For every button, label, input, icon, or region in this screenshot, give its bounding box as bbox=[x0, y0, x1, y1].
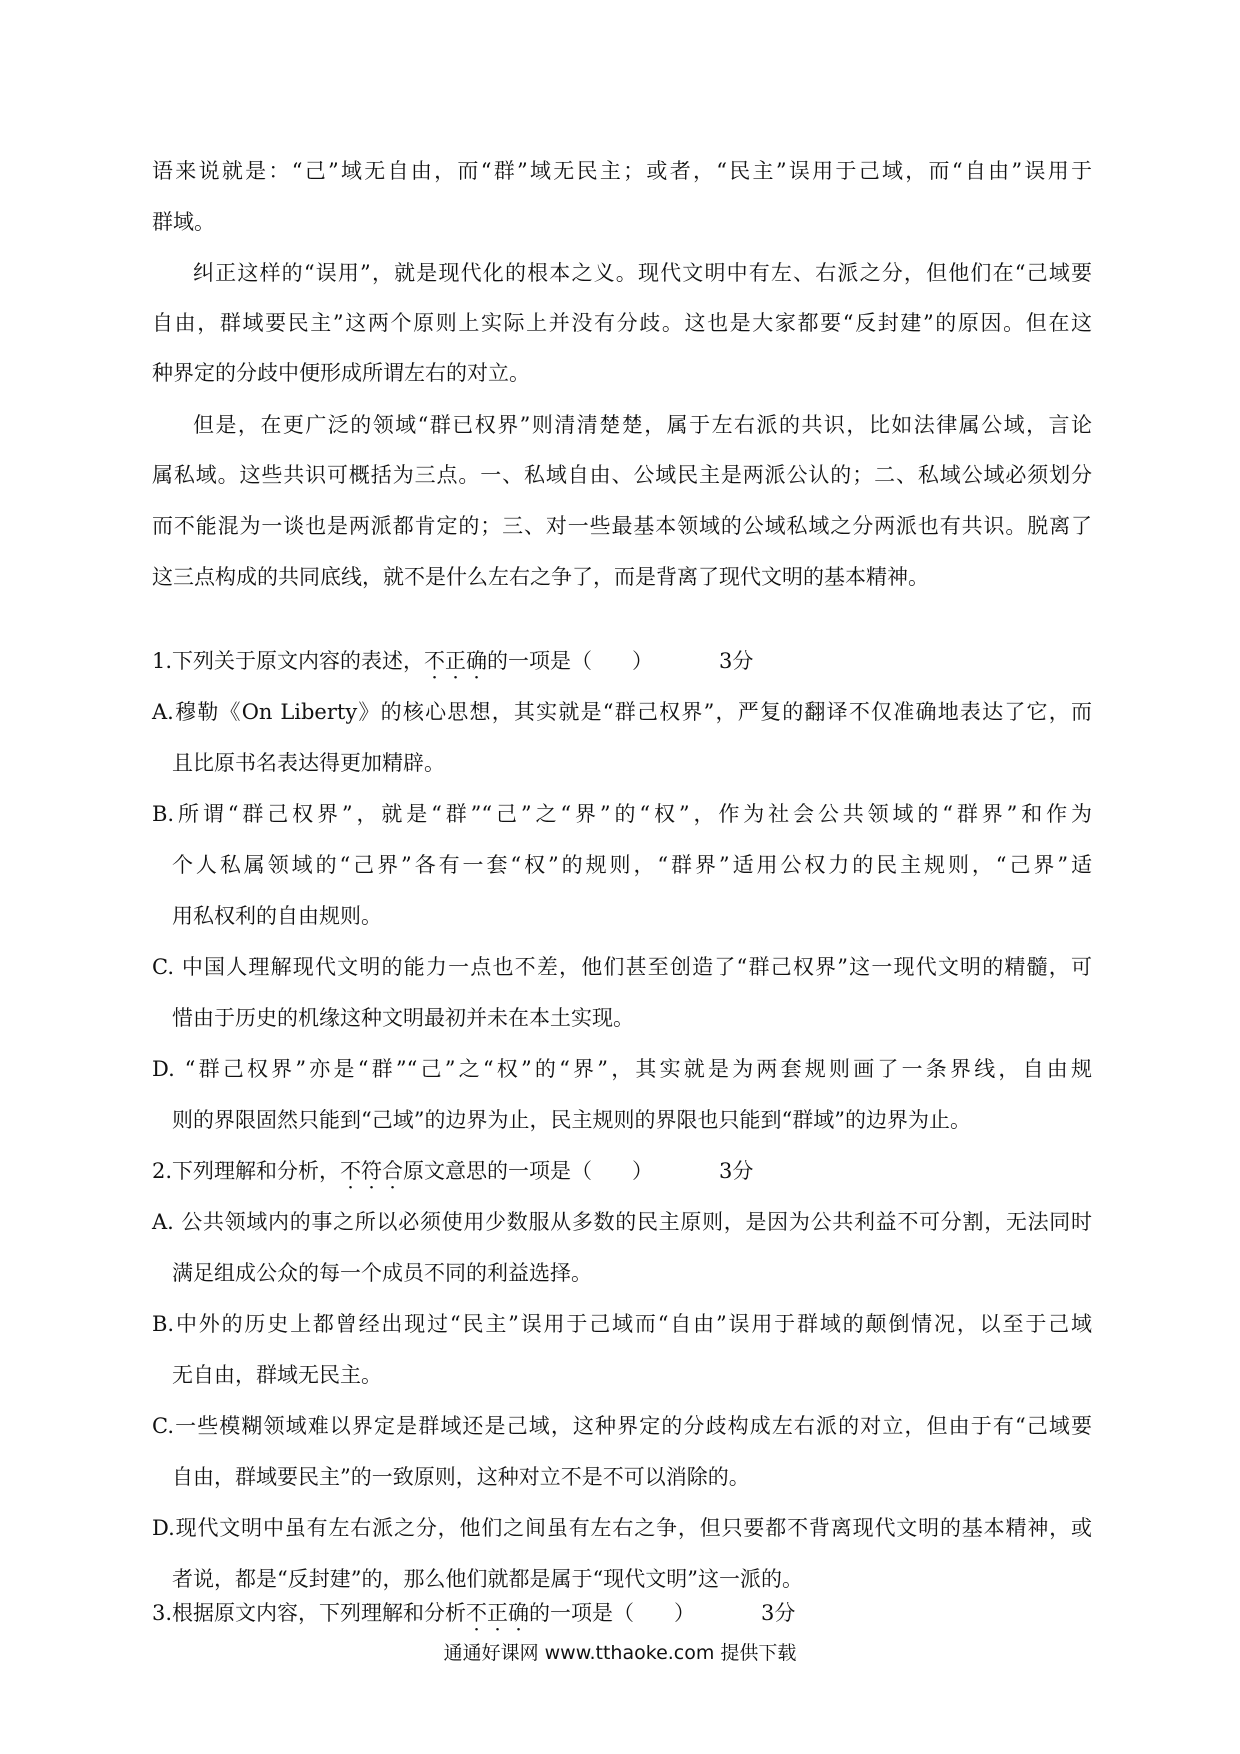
stem-text: 的一项是（ bbox=[487, 649, 593, 673]
option-b: B.所谓“群己权界”，就是“群”“己”之“界”的“权”，作为社会公共领域的“群界”和作为 bbox=[152, 802, 1092, 826]
option-c-cont: 惜由于历史的机缘这种文明最初并未在本土实现。 bbox=[172, 1006, 634, 1030]
score: 3分 bbox=[761, 1601, 796, 1625]
stem-text: 1.下列关于原文内容的表述， bbox=[152, 649, 425, 673]
option-a: A.穆勒《On Liberty》的核心思想，其实就是“群己权界”，严复的翻译不仅准确地表达了它，而 bbox=[152, 700, 1092, 724]
stem-text: 3.根据原文内容，下列理解和分析 bbox=[152, 1601, 467, 1625]
option-c-cont: 自由，群域要民主”的一致原则，这种对立不是不可以消除的。 bbox=[172, 1465, 750, 1489]
option-b-cont: 个人私属领域的“己界”各有一套“权”的规则，“群界”适用公权力的民主规则，“己界”适 bbox=[172, 853, 1092, 877]
passage-line: 种界定的分歧中便形成所谓左右的对立。 bbox=[152, 361, 530, 385]
emphasis-char: 确 bbox=[508, 1601, 530, 1625]
option-b-cont: 无自由，群域无民主。 bbox=[172, 1363, 382, 1387]
score: 3分 bbox=[719, 649, 754, 673]
passage-line: 语来说就是：“己”域无自由，而“群”域无民主；或者，“民主”误用于己域，而“自由”误用于 bbox=[152, 159, 1092, 183]
option-b: B.中外的历史上都曾经出现过“民主”误用于己域而“自由”误用于群域的颠倒情况，以至于己域 bbox=[152, 1312, 1092, 1336]
emphasis-char: 符 bbox=[361, 1159, 383, 1183]
question-2-stem bbox=[152, 1156, 753, 1186]
option-a-cont: 且比原书名表达得更加精辟。 bbox=[172, 751, 445, 775]
passage-line: 而不能混为一谈也是两派都肯定的；三、对一些最基本领域的公域私域之分两派也有共识。脱离了 bbox=[152, 514, 1092, 538]
passage-line: 属私域。这些共识可概括为三点。一、私域自由、公域民主是两派公认的；二、私域公域必须划分 bbox=[152, 463, 1092, 487]
question-1-stem bbox=[152, 646, 753, 676]
passage-line: 自由，群域要民主”这两个原则上实际上并没有分歧。这也是大家都要“反封建”的原因。但在这 bbox=[152, 311, 1092, 335]
stem-text: 原文意思的一项是（ bbox=[403, 1159, 593, 1183]
emphasis-char: 不 bbox=[340, 1159, 362, 1183]
passage-line: 但是，在更广泛的领域“群已权界”则清清楚楚，属于左右派的共识，比如法律属公域，言论 bbox=[193, 413, 1092, 437]
answer-paren: ） bbox=[674, 1601, 696, 1625]
page-footer: 通通好课网 www.tthaoke.com 提供下载 bbox=[443, 1642, 797, 1664]
answer-paren: ） bbox=[632, 1159, 654, 1183]
emphasis-char: 不 bbox=[424, 649, 446, 673]
emphasis-char: 正 bbox=[487, 1601, 509, 1625]
option-d: D.现代文明中虽有左右派之分，他们之间虽有左右之争，但只要都不背离现代文明的基本精神，或 bbox=[152, 1516, 1092, 1540]
stem-text: 2.下列理解和分析， bbox=[152, 1159, 341, 1183]
emphasis-char: 不 bbox=[466, 1601, 488, 1625]
option-a: A. 公共领域内的事之所以必须使用少数服从多数的民主原则，是因为公共利益不可分割，无法同时 bbox=[152, 1210, 1092, 1234]
option-d: D. “群己权界”亦是“群”“己”之“权”的“界”，其实就是为两套规则画了一条界线，自由规 bbox=[152, 1057, 1092, 1081]
option-d-cont: 则的界限固然只能到“己域”的边界为止，民主规则的界限也只能到“群域”的边界为止。 bbox=[172, 1108, 971, 1132]
emphasis-char: 合 bbox=[382, 1159, 404, 1183]
passage-line: 群域。 bbox=[152, 210, 215, 234]
option-a-cont: 满足组成公众的每一个成员不同的利益选择。 bbox=[172, 1261, 592, 1285]
passage-line: 纠正这样的“误用”，就是现代化的根本之义。现代文明中有左、右派之分，但他们在“己域要 bbox=[193, 261, 1092, 285]
option-c: C.一些模糊领域难以界定是群域还是己域，这种界定的分歧构成左右派的对立，但由于有“己域要 bbox=[152, 1414, 1092, 1438]
question-3-stem bbox=[152, 1598, 795, 1628]
stem-text: 的一项是（ bbox=[529, 1601, 635, 1625]
emphasis-char: 确 bbox=[466, 649, 488, 673]
option-b-cont: 用私权利的自由规则。 bbox=[172, 904, 382, 928]
option-c: C. 中国人理解现代文明的能力一点也不差，他们甚至创造了“群己权界”这一现代文明的精髓，可 bbox=[152, 955, 1092, 979]
answer-paren: ） bbox=[632, 649, 654, 673]
score: 3分 bbox=[719, 1159, 754, 1183]
passage-line: 这三点构成的共同底线，就不是什么左右之争了，而是背离了现代文明的基本精神。 bbox=[152, 565, 929, 589]
emphasis-char: 正 bbox=[445, 649, 467, 673]
option-d-cont: 者说，都是“反封建”的，那么他们就都是属于“现代文明”这一派的。 bbox=[172, 1567, 803, 1591]
